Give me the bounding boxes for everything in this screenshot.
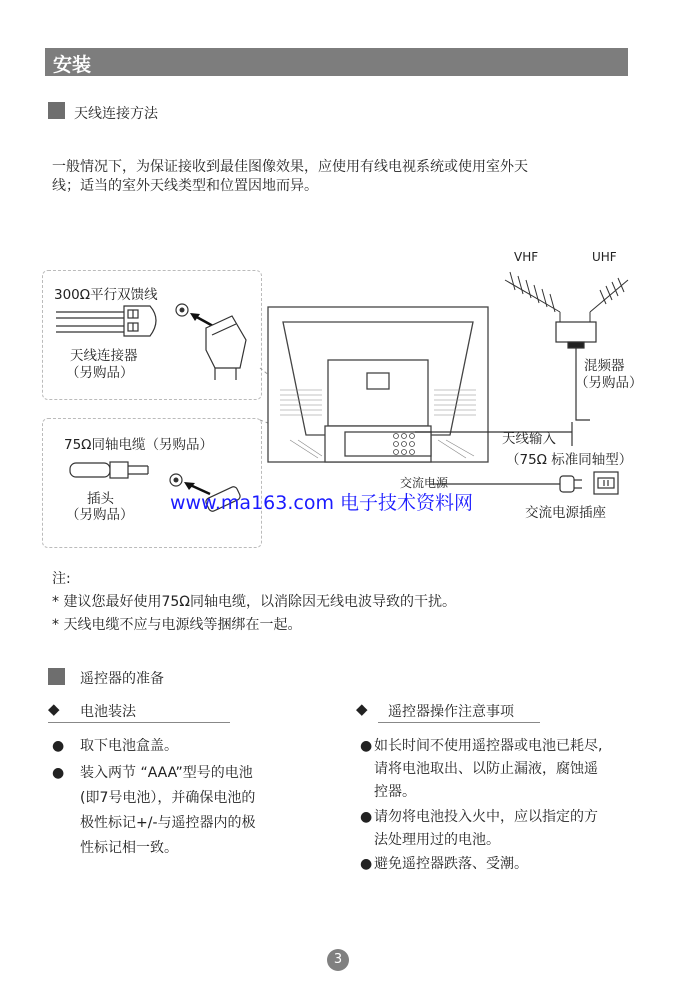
cautions-title-underline: [378, 722, 540, 723]
battery-item-line: 性标记相一致。: [80, 840, 178, 856]
battery-item-line: 装入两节 “AAA”型号的电池: [80, 765, 253, 781]
mixer-label: 混频器: [584, 358, 625, 374]
note-item: * 天线电缆不应与电源线等捆绑在一起。: [52, 617, 302, 633]
uhf-label: UHF: [592, 250, 617, 264]
plug-label: 插头: [87, 491, 114, 507]
battery-title-underline: [48, 722, 230, 723]
battery-item-line: 极性标记+/-与遥控器内的极: [80, 815, 256, 831]
mixer-sub-label: （另购品）: [575, 375, 643, 391]
antenna-intro-line: 线；适当的室外天线类型和位置因地而异。: [52, 178, 318, 194]
section-title: 安装: [53, 54, 92, 76]
diamond-bullet-icon: ◆: [356, 700, 368, 718]
ac-socket-label: 交流电源插座: [525, 505, 606, 521]
bullet-icon: ●: [52, 765, 65, 781]
caution-item-line: 控器。: [374, 784, 416, 800]
battery-item-line: (即7号电池），并确保电池的: [80, 790, 256, 806]
diamond-bullet-icon: ◆: [48, 700, 60, 718]
antenna-intro-line: 一般情况下，为保证接收到最佳图像效果，应使用有线电视系统或使用室外天: [52, 159, 528, 175]
heading-square-icon: [48, 102, 65, 119]
plug-sub-label: （另购品）: [66, 507, 134, 523]
feeder-wire-icon: [56, 312, 125, 332]
adapter-icon: [206, 316, 246, 380]
page-number: 3: [327, 949, 349, 971]
note-item: * 建议您最好使用75Ω同轴电缆，以消除因无线电波导致的干扰。: [52, 594, 456, 610]
feeder-label: 300Ω平行双馈线: [54, 287, 158, 303]
vhf-label: VHF: [514, 250, 539, 264]
antenna-connector-icon: [124, 306, 156, 336]
connector-sub-label: （另购品）: [66, 365, 134, 381]
coax-label: 75Ω同轴电缆（另购品）: [64, 437, 213, 453]
antenna-input-sub-label: （75Ω 标准同轴型）: [506, 452, 633, 468]
section-title-bar: [45, 48, 628, 76]
watermark-text: www.ma163.com 电子技术资料网: [170, 492, 473, 514]
battery-item: [80, 762, 320, 860]
power-socket-icon: [594, 472, 618, 494]
ac-cord-label: 交流电源: [400, 476, 449, 490]
remote-heading: 遥控器的准备: [80, 671, 164, 687]
antenna-heading: 天线连接方法: [74, 106, 158, 122]
bullet-icon: ●: [52, 738, 65, 754]
bullet-icon: ●: [360, 738, 373, 754]
antenna-input-label: 天线输入: [502, 431, 556, 447]
bullet-icon: ●: [360, 856, 373, 872]
bullet-icon: ●: [360, 809, 373, 825]
notes-title: 注:: [52, 571, 71, 587]
antenna-intro: [52, 158, 642, 196]
caution-item: 避免遥控器跌落、受潮。: [374, 856, 528, 872]
caution-item: [374, 806, 664, 852]
vhf-antenna-icon: [505, 272, 560, 322]
caution-item-line: 请勿将电池投入火中，应以指定的方: [374, 809, 598, 825]
caution-item-line: 法处理用过的电池。: [374, 832, 500, 848]
battery-title: 电池装法: [80, 704, 136, 720]
coax-plug-icon: [70, 462, 148, 478]
caution-item: [374, 735, 664, 804]
heading-square-icon: [48, 668, 65, 685]
connector-label: 天线连接器: [70, 348, 138, 364]
caution-item-line: 请将电池取出、以防止漏液，腐蚀遥: [374, 761, 598, 777]
uhf-antenna-icon: [590, 278, 628, 322]
battery-item: 取下电池盒盖。: [80, 738, 178, 754]
cautions-title: 遥控器操作注意事项: [388, 704, 514, 720]
power-plug-icon: [560, 476, 582, 492]
tv-back-icon: [268, 307, 488, 462]
caution-item-line: 如长时间不使用遥控器或电池已耗尽,: [374, 738, 603, 754]
